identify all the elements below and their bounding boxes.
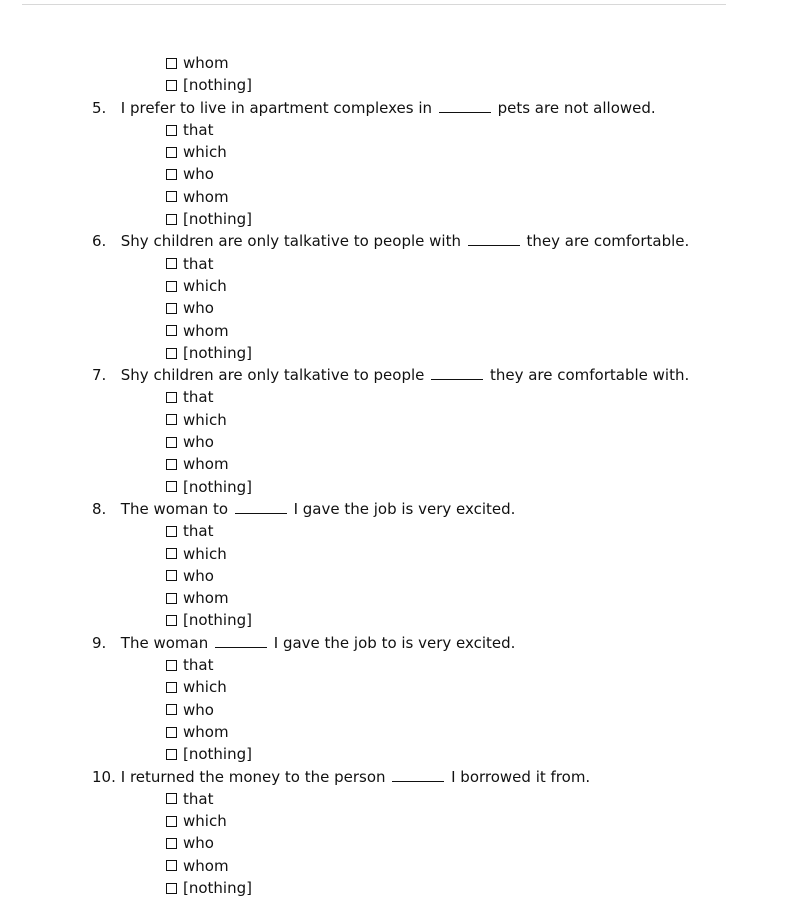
question-text-after: I gave the job is very excited. bbox=[293, 499, 516, 518]
option-that[interactable] bbox=[0, 654, 802, 676]
option-who[interactable] bbox=[0, 163, 802, 185]
checkbox-icon[interactable] bbox=[166, 459, 177, 470]
option-which[interactable] bbox=[0, 275, 802, 297]
checkbox-icon[interactable] bbox=[166, 348, 177, 359]
checkbox-icon[interactable] bbox=[166, 838, 177, 849]
option-label: who bbox=[183, 700, 214, 719]
option-label: who bbox=[183, 165, 214, 184]
question-text-before: Shy children are only talkative to people with bbox=[120, 232, 461, 251]
option-nothing[interactable] bbox=[0, 74, 802, 96]
option-label: that bbox=[183, 254, 214, 273]
checkbox-icon[interactable] bbox=[166, 125, 177, 136]
checkbox-icon[interactable] bbox=[166, 883, 177, 894]
checkbox-icon[interactable] bbox=[166, 214, 177, 225]
checkbox-icon[interactable] bbox=[166, 147, 177, 158]
option-label: [nothing] bbox=[183, 611, 252, 630]
option-whom[interactable] bbox=[0, 721, 802, 743]
option-label: that bbox=[183, 522, 214, 541]
checkbox-icon[interactable] bbox=[166, 303, 177, 314]
option-who[interactable] bbox=[0, 431, 802, 453]
question-number: 7. bbox=[92, 366, 107, 385]
option-label: which bbox=[183, 678, 227, 697]
option-label: whom bbox=[183, 455, 229, 474]
option-label: which bbox=[183, 544, 227, 563]
option-that[interactable] bbox=[0, 253, 802, 275]
question-5 bbox=[0, 97, 802, 119]
question-text-after: they are comfortable with. bbox=[489, 366, 690, 385]
option-label: [nothing] bbox=[183, 343, 252, 362]
option-label: that bbox=[183, 120, 214, 139]
question-text-after: they are comfortable. bbox=[526, 232, 690, 251]
checkbox-icon[interactable] bbox=[166, 437, 177, 448]
question-number: 5. bbox=[92, 98, 107, 117]
option-label: [nothing] bbox=[183, 477, 252, 496]
option-label: [nothing] bbox=[183, 210, 252, 229]
question-text-before: The woman bbox=[120, 633, 209, 652]
option-label: that bbox=[183, 388, 214, 407]
option-label: whom bbox=[183, 589, 229, 608]
option-who[interactable] bbox=[0, 297, 802, 319]
option-which[interactable] bbox=[0, 409, 802, 431]
option-label: whom bbox=[183, 722, 229, 741]
checkbox-icon[interactable] bbox=[166, 325, 177, 336]
option-that[interactable] bbox=[0, 119, 802, 141]
option-whom[interactable] bbox=[0, 52, 802, 74]
option-label: who bbox=[183, 834, 214, 853]
option-label: which bbox=[183, 410, 227, 429]
option-which[interactable] bbox=[0, 543, 802, 565]
option-label: which bbox=[183, 143, 227, 162]
question-number: 6. bbox=[92, 232, 107, 251]
checkbox-icon[interactable] bbox=[166, 793, 177, 804]
answer-blank bbox=[468, 231, 520, 246]
option-label: [nothing] bbox=[183, 745, 252, 764]
checkbox-icon[interactable] bbox=[166, 727, 177, 738]
option-who[interactable] bbox=[0, 832, 802, 854]
answer-blank bbox=[392, 767, 444, 782]
question-text-before: Shy children are only talkative to people bbox=[120, 366, 425, 385]
option-whom[interactable] bbox=[0, 186, 802, 208]
option-nothing[interactable] bbox=[0, 208, 802, 230]
answer-blank bbox=[439, 98, 491, 113]
option-label: that bbox=[183, 789, 214, 808]
checkbox-icon[interactable] bbox=[166, 593, 177, 604]
question-text-after: I gave the job to is very excited. bbox=[273, 633, 516, 652]
option-label: whom bbox=[183, 321, 229, 340]
option-whom[interactable] bbox=[0, 855, 802, 877]
option-which[interactable] bbox=[0, 676, 802, 698]
answer-blank bbox=[431, 365, 483, 380]
question-number: 10. bbox=[92, 767, 116, 786]
option-whom[interactable] bbox=[0, 453, 802, 475]
checkbox-icon[interactable] bbox=[166, 704, 177, 715]
option-label: [nothing] bbox=[183, 76, 252, 95]
checkbox-icon[interactable] bbox=[166, 281, 177, 292]
option-that[interactable] bbox=[0, 520, 802, 542]
question-text-after: I borrowed it from. bbox=[451, 767, 591, 786]
question-10 bbox=[0, 766, 802, 788]
question-text-after: pets are not allowed. bbox=[497, 98, 656, 117]
checkbox-icon[interactable] bbox=[166, 615, 177, 626]
option-nothing[interactable] bbox=[0, 609, 802, 631]
option-label: which bbox=[183, 276, 227, 295]
option-whom[interactable] bbox=[0, 587, 802, 609]
answer-blank bbox=[235, 499, 287, 514]
option-that[interactable] bbox=[0, 788, 802, 810]
checkbox-icon[interactable] bbox=[166, 548, 177, 559]
option-which[interactable] bbox=[0, 141, 802, 163]
option-label: that bbox=[183, 656, 214, 675]
option-nothing[interactable] bbox=[0, 342, 802, 364]
option-nothing[interactable] bbox=[0, 743, 802, 765]
checkbox-icon[interactable] bbox=[166, 526, 177, 537]
option-label: whom bbox=[183, 54, 229, 72]
quiz-document bbox=[0, 52, 802, 899]
question-text-before: I returned the money to the person bbox=[120, 767, 386, 786]
option-nothing[interactable] bbox=[0, 476, 802, 498]
checkbox-icon[interactable] bbox=[166, 258, 177, 269]
checkbox-icon[interactable] bbox=[166, 169, 177, 180]
checkbox-icon[interactable] bbox=[166, 860, 177, 871]
option-label: who bbox=[183, 433, 214, 452]
option-whom[interactable] bbox=[0, 320, 802, 342]
checkbox-icon[interactable] bbox=[166, 570, 177, 581]
option-label: which bbox=[183, 812, 227, 831]
top-divider bbox=[22, 4, 726, 5]
question-number: 8. bbox=[92, 499, 107, 518]
question-9 bbox=[0, 632, 802, 654]
checkbox-icon[interactable] bbox=[166, 682, 177, 693]
checkbox-icon[interactable] bbox=[166, 191, 177, 202]
checkbox-icon[interactable] bbox=[166, 481, 177, 492]
question-text-before: I prefer to live in apartment complexes in bbox=[120, 98, 433, 117]
option-that[interactable] bbox=[0, 386, 802, 408]
checkbox-icon[interactable] bbox=[166, 414, 177, 425]
answer-blank bbox=[215, 633, 267, 648]
checkbox-icon[interactable] bbox=[166, 58, 177, 69]
question-number: 9. bbox=[92, 633, 107, 652]
question-6 bbox=[0, 230, 802, 252]
question-text-before: The woman to bbox=[120, 499, 229, 518]
checkbox-icon[interactable] bbox=[166, 660, 177, 671]
option-label: whom bbox=[183, 187, 229, 206]
question-7 bbox=[0, 364, 802, 386]
option-label: [nothing] bbox=[183, 878, 252, 897]
option-nothing[interactable] bbox=[0, 877, 802, 899]
question-8 bbox=[0, 498, 802, 520]
option-which[interactable] bbox=[0, 810, 802, 832]
option-who[interactable] bbox=[0, 699, 802, 721]
option-label: whom bbox=[183, 856, 229, 875]
option-label: who bbox=[183, 566, 214, 585]
checkbox-icon[interactable] bbox=[166, 392, 177, 403]
option-label: who bbox=[183, 299, 214, 318]
option-who[interactable] bbox=[0, 565, 802, 587]
checkbox-icon[interactable] bbox=[166, 749, 177, 760]
checkbox-icon[interactable] bbox=[166, 816, 177, 827]
checkbox-icon[interactable] bbox=[166, 80, 177, 91]
